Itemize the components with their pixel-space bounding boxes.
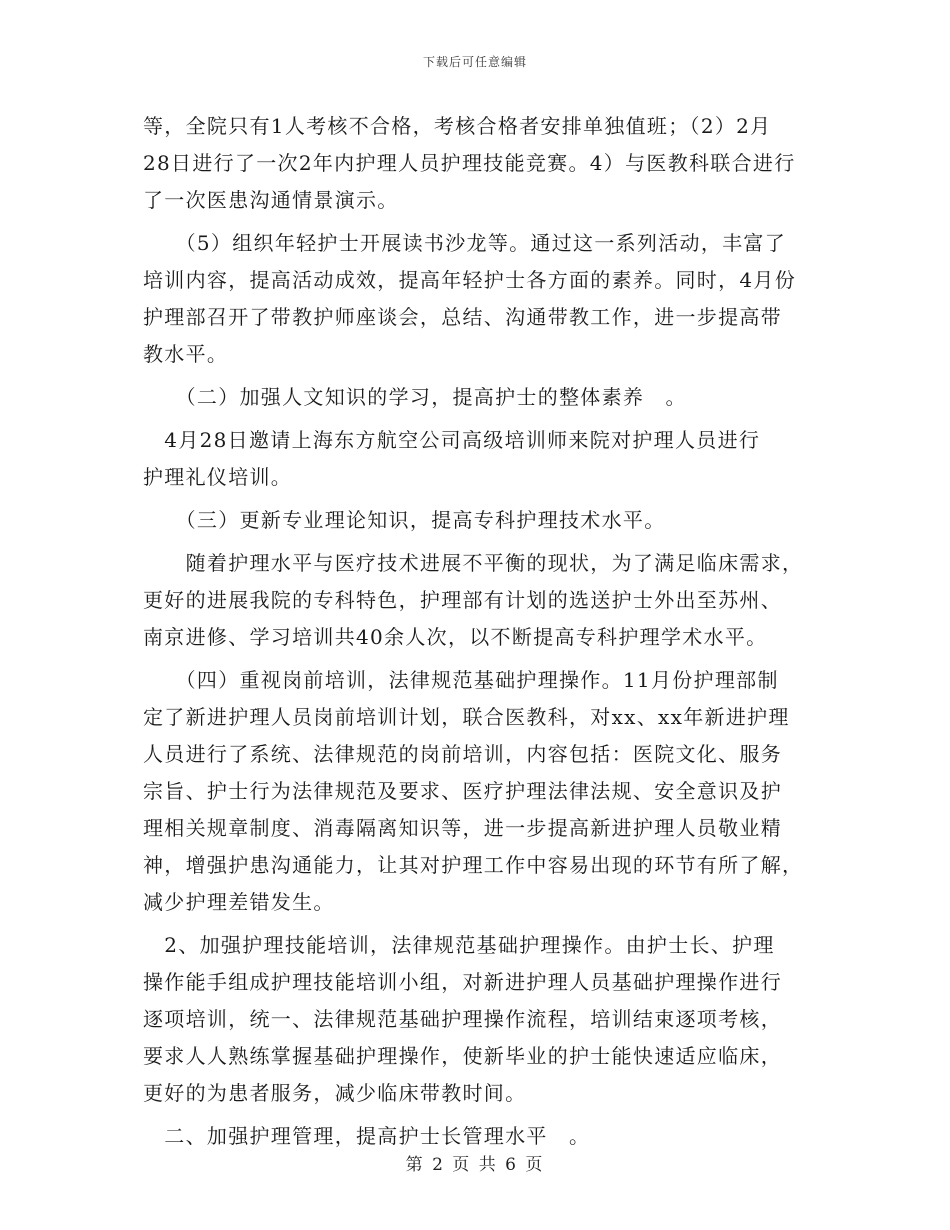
body-line: 减少护理差错发生。 [143, 890, 335, 914]
body-line: （5）组织年轻护士开展读书沙龙等。通过这一系列活动，丰富了 [143, 231, 787, 255]
body-line: 2、加强护理技能培训，法律规范基础护理操作。由护士长、护理 [143, 933, 775, 957]
body-line: 更好的进展我院的专科特色，护理部有计划的选送护士外出至苏州、 [143, 588, 782, 612]
body-line: 宗旨、护士行为法律规范及要求、医疗护理法律法规、安全意识及护 [143, 779, 782, 803]
body-line: 随着护理水平与医疗技术进展不平衡的现状，为了满足临床需求， [143, 551, 804, 575]
body-line: 护理部召开了带教护师座谈会，总结、沟通带教工作，进一步提高带 [143, 305, 782, 329]
body-line: 人员进行了系统、法律规范的岗前培训，内容包括：医院文化、服务 [143, 742, 782, 766]
body-line: 培训内容，提高活动成效，提高年轻护士各方面的素养。同时，4月份 [143, 268, 797, 292]
body-line: 更好的为患者服务，减少临床带教时间。 [143, 1081, 527, 1105]
section-heading: （四）重视岗前培训，法律规范基础护理操作。11月份护理部制 [143, 668, 779, 692]
page-header: 下载后可任意编辑 [422, 55, 527, 69]
body-line: 理相关规章制度、消毒隔离知识等，进一步提高新进护理人员敬业精 [143, 816, 782, 840]
page-footer: 第 2 页 共 6 页 [405, 1155, 545, 1175]
body-line: 逐项培训，统一、法律规范基础护理操作流程，培训结束逐项考核， [143, 1007, 782, 1031]
section-heading: （三）更新专业理论知识，提高专科护理技术水平。 [143, 508, 666, 532]
document-body [143, 108, 813, 1155]
body-line: 了一次医患沟通情景演示。 [143, 188, 399, 212]
body-line: 4月28日邀请上海东方航空公司高级培训师来院对护理人员进行 [143, 428, 761, 452]
body-line: 定了新进护理人员岗前培训计划，联合医教科，对xx、xx年新进护理 [143, 705, 790, 729]
section-heading: （二）加强人文知识的学习，提高护士的整体素养 。 [143, 385, 687, 409]
body-line: 28日进行了一次2年内护理人员护理技能竞赛。4）与医教科联合进行 [143, 151, 796, 175]
section-heading: 二、加强护理管理，提高护士长管理水平 。 [143, 1124, 591, 1148]
body-line: 等，全院只有1人考核不合格，考核合格者安排单独值班；（2）2月 [143, 114, 772, 138]
body-line: 教水平。 [143, 342, 229, 366]
body-line: 南京进修、学习培训共40余人次，以不断提高专科护理学术水平。 [143, 625, 768, 649]
body-line: 操作能手组成护理技能培训小组，对新进护理人员基础护理操作进行 [143, 970, 782, 994]
body-line: 要求人人熟练掌握基础护理操作，使新毕业的护士能快速适应临床， [143, 1044, 782, 1068]
body-line: 护理礼仪培训。 [143, 465, 293, 489]
body-line: 神，增强护患沟通能力，让其对护理工作中容易出现的环节有所了解， [143, 853, 804, 877]
